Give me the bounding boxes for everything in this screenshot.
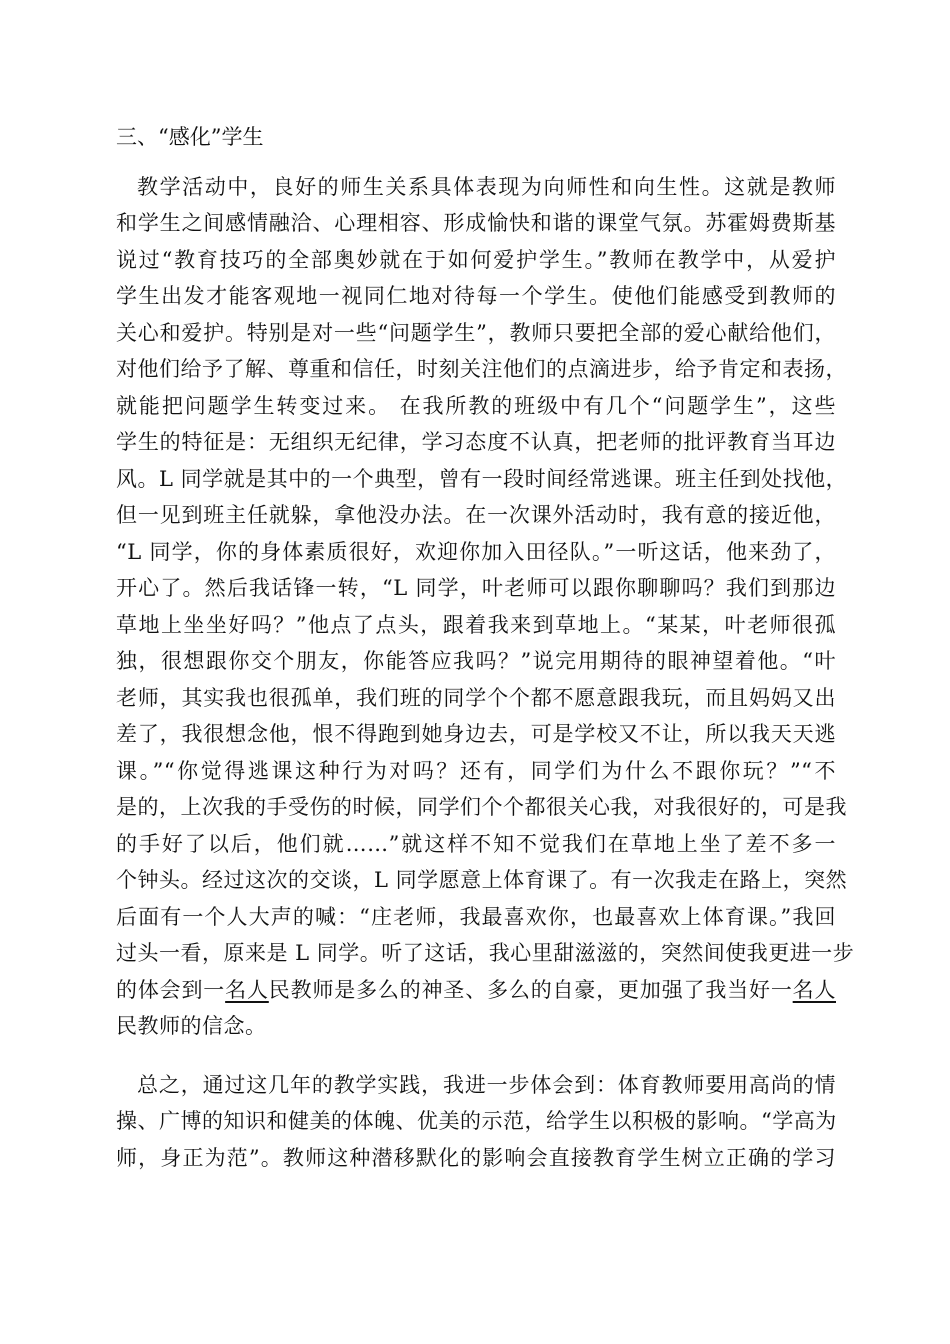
- paragraph-line: 课。”“你觉得逃课这种行为对吗？还有，同学们为什么不跟你玩？”“不: [116, 759, 836, 783]
- paragraph-line: 风。L 同学就是其中的一个典型，曾有一段时间经常逃课。班主任到处找他，: [116, 467, 848, 491]
- paragraph-line: 独，很想跟你交个朋友，你能答应我吗？”说完用期待的眼神望着他。“叶: [116, 649, 836, 673]
- paragraph-line: 但一见到班主任就躲，拿他没办法。在一次课外活动时，我有意的接近他，: [116, 503, 836, 527]
- paragraph-line: 就能把问题学生转变过来。 在我所教的班级中有几个“问题学生”，这些: [116, 394, 836, 418]
- paragraph-line: 民教师的信念。: [116, 1014, 267, 1038]
- underlined-text: 名人: [792, 978, 836, 1002]
- section-heading: 三、“感化”学生: [116, 125, 264, 149]
- paragraph-line: 操、广博的知识和健美的体魄、优美的示范，给学生以积极的影响。“学高为: [116, 1109, 837, 1133]
- paragraph-line: 开心了。然后我话锋一转，“L 同学，叶老师可以跟你聊聊吗？我们到那边: [116, 576, 836, 600]
- paragraph-line: 和学生之间感情融洽、心理相容、形成愉快和谐的课堂气氛。苏霍姆费斯基: [116, 211, 836, 235]
- paragraph-line: 后面有一个人大声的喊：“庄老师，我最喜欢你，也最喜欢上体育课。”我回: [116, 905, 836, 929]
- paragraph-line: 是的，上次我的手受伤的时候，同学们个个都很关心我，对我很好的，可是我: [116, 795, 847, 819]
- paragraph-line: 学生的特征是：无组织无纪律，学习态度不认真，把老师的批评教育当耳边: [116, 430, 836, 454]
- paragraph-line: 关心和爱护。特别是对一些“问题学生”，教师只要把全部的爱心献给他们，: [116, 321, 836, 345]
- paragraph-line: 老师，其实我也很孤单，我们班的同学个个都不愿意跟我玩，而且妈妈又出: [116, 686, 836, 710]
- paragraph-line: 教学活动中，良好的师生关系具体表现为向师性和向生性。这就是教师: [137, 175, 836, 199]
- line-text: 的体会到一: [116, 978, 226, 1002]
- paragraph-line: 学生出发才能客观地一视同仁地对待每一个学生。使他们能感受到教师的: [116, 284, 836, 308]
- paragraph-line: 师，身正为范”。教师这种潜移默化的影响会直接教育学生树立正确的学习: [116, 1146, 836, 1170]
- paragraph-line: 差了，我很想念他，恨不得跑到她身边去，可是学校又不让，所以我天天逃: [116, 722, 836, 746]
- paragraph-line: 的手好了以后，他们就……”就这样不知不觉我们在草地上坐了差不多一: [116, 832, 836, 856]
- paragraph-line: 总之，通过这几年的教学实践，我进一步体会到：体育教师要用高尚的情: [137, 1073, 836, 1097]
- paragraph-line: [116, 973, 836, 1007]
- paragraph-line: 草地上坐坐好吗？”他点了点头，跟着我来到草地上。“某某，叶老师很孤: [116, 613, 836, 637]
- paragraph-line: 对他们给予了解、尊重和信任，时刻关注他们的点滴进步，给予肯定和表扬，: [116, 357, 847, 381]
- line-text: 民教师是多么的神圣、多么的自豪，更加强了我当好一: [268, 978, 793, 1002]
- underlined-text: 名人: [225, 978, 269, 1002]
- paragraph-line: 过头一看，原来是 L 同学。听了这话，我心里甜滋滋的，突然间使我更进一步: [116, 941, 855, 965]
- paragraph-line: 说过“教育技巧的全部奥妙就在于如何爱护学生。”教师在教学中，从爱护: [116, 248, 836, 272]
- paragraph-line: “L 同学，你的身体素质很好，欢迎你加入田径队。”一听这话，他来劲了，: [116, 540, 836, 564]
- paragraph-line: 个钟头。经过这次的交谈，L 同学愿意上体育课了。有一次我走在路上，突然: [116, 868, 848, 892]
